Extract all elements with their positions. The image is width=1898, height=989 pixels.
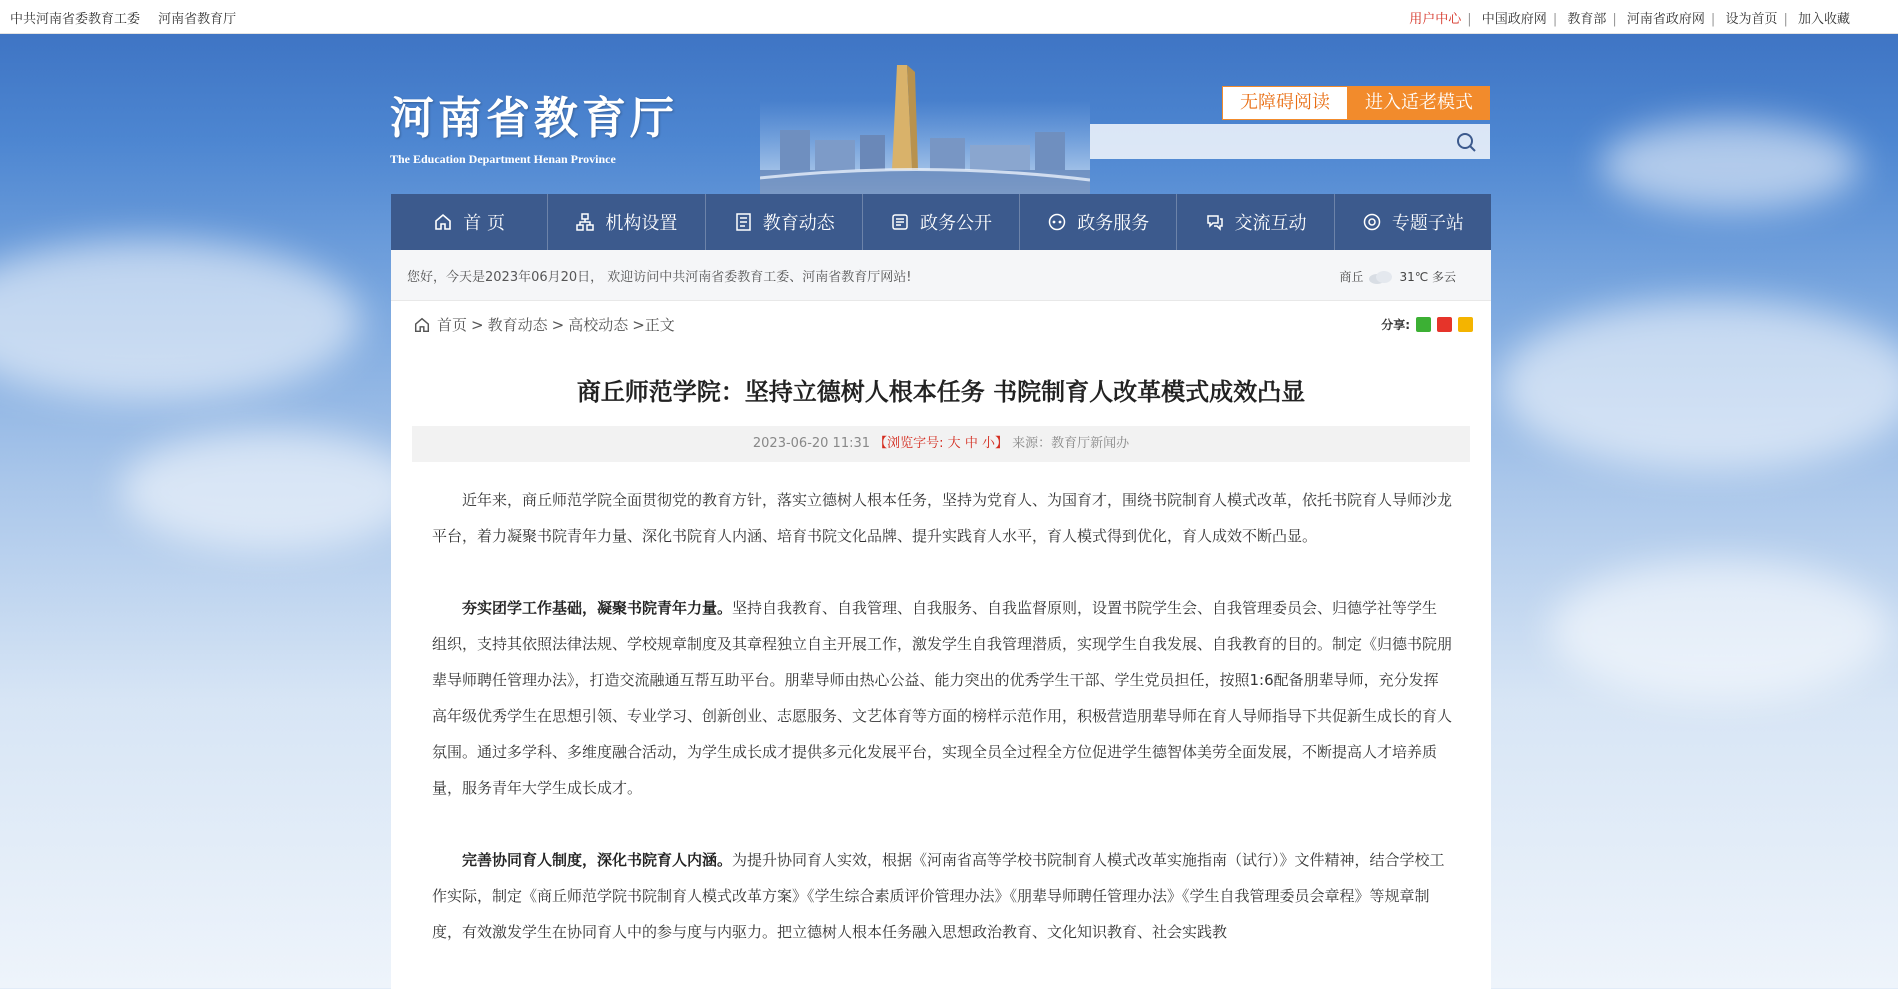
article-meta xyxy=(412,426,1470,462)
moe-link[interactable]: 教育部 xyxy=(1567,12,1607,27)
breadcrumb-news[interactable]: 教育动态 xyxy=(487,316,548,334)
nav-item-home[interactable] xyxy=(391,194,548,250)
paragraph-lead: 完善协同育人制度，深化书院育人内涵。 xyxy=(462,851,733,869)
accessibility-reading-button[interactable]: 无障碍阅读 xyxy=(1222,86,1348,120)
weather-city: 商丘 xyxy=(1339,270,1364,284)
weibo-icon[interactable] xyxy=(1437,317,1452,332)
background-cloud xyxy=(120,430,420,550)
article-paragraph xyxy=(432,590,1452,806)
search-box xyxy=(1090,124,1490,159)
top-bar-right: 用户中心 | 中国政府网 | 教育部 | 河南省政府网 | 设为首页 | 加入收藏 xyxy=(1409,12,1850,27)
breadcrumb-university[interactable]: 高校动态 xyxy=(568,316,629,334)
nav-item-label: 专题子站 xyxy=(1391,213,1464,234)
nav-item-interact[interactable] xyxy=(1177,194,1334,250)
paragraph-lead: 夯实团学工作基础，凝聚书院青年力量。 xyxy=(462,599,733,617)
background-cloud xyxy=(1550,560,1890,700)
article-date: 2023-06-20 11:31 xyxy=(752,436,871,451)
top-bar xyxy=(0,0,1898,34)
nav-item-label: 首 页 xyxy=(463,213,505,234)
nav-item-label: 机构设置 xyxy=(605,213,678,234)
top-link-work-committee[interactable]: 中共河南省委教育工委 xyxy=(10,12,141,27)
nav-item-label: 政务公开 xyxy=(919,213,992,234)
article-title: 商丘师范学院：坚持立德树人根本任务 书院制育人改革模式成效凸显 xyxy=(576,378,1306,406)
org-icon xyxy=(575,212,595,232)
top-link-edu-dept[interactable]: 河南省教育厅 xyxy=(158,12,237,27)
nav-item-label: 交流互动 xyxy=(1234,213,1307,234)
gov-cn-link[interactable]: 中国政府网 xyxy=(1481,12,1547,27)
article-body xyxy=(432,482,1452,986)
interact-icon xyxy=(1205,212,1225,232)
user-center-link[interactable]: 用户中心 xyxy=(1409,12,1462,27)
wechat-icon[interactable] xyxy=(1416,317,1431,332)
set-homepage-link[interactable]: 设为首页 xyxy=(1725,12,1778,27)
nav-item-label: 教育动态 xyxy=(762,213,835,234)
nav-item-topic[interactable] xyxy=(1335,194,1491,250)
weather-desc: 31℃ 多云 xyxy=(1399,270,1456,284)
site-logo[interactable] xyxy=(390,82,678,167)
nav-item-service[interactable] xyxy=(1020,194,1177,250)
article-paragraph xyxy=(432,842,1452,950)
share-label: 分享: xyxy=(1381,318,1410,332)
breadcrumb-home[interactable]: 首页 xyxy=(437,316,468,334)
home-icon xyxy=(433,212,453,232)
share-bar xyxy=(1381,316,1473,333)
service-icon xyxy=(1047,212,1067,232)
nav-item-org[interactable] xyxy=(548,194,705,250)
background-cloud xyxy=(1600,120,1860,210)
content-panel xyxy=(391,250,1491,989)
font-size-switcher[interactable]: 【浏览字号: 大 中 小】 xyxy=(874,436,1008,451)
nav-item-news[interactable] xyxy=(706,194,863,250)
logo-chinese: 河南省教育厅 xyxy=(390,93,678,144)
qq-icon[interactable] xyxy=(1458,317,1473,332)
welcome-text: 您好，今天是2023年06月20日， 欢迎访问中共河南省委教育工委、河南省教育厅网站! xyxy=(407,270,912,285)
weather-widget xyxy=(1339,268,1456,285)
henan-gov-link[interactable]: 河南省政府网 xyxy=(1626,12,1705,27)
breadcrumb-separator: > xyxy=(471,315,484,334)
main-nav xyxy=(391,194,1491,250)
paragraph-text: 为提升协同育人实效，根据《河南省高等学校书院制育人模式改革实施指南（试行）》文件精神，结合学校工作实际，制定《商丘师范学院书院制育人模式改革方案》《学生综合素质评价管理办法》《朋辈导师聘任管理办法》《学生自我管理委员会章程》等规章制度，有效激发学生在协同育人中的参与度与内驱力。把立德树人根本任务融入思想政治教育、文化知识教育、社会实践教 xyxy=(432,851,1445,941)
cloudy-weather-icon xyxy=(1367,270,1395,284)
breadcrumb xyxy=(413,314,679,335)
paragraph-text: 坚持自我教育、自我管理、自我服务、自我监督原则，设置书院学生会、自我管理委员会、归德学社等学生组织，支持其依照法律法规、学校规章制度及其章程独立自主开展工作，激发学生自我管理潜质，实现学生自我发展、自我教育的目的。制定《归德书院朋辈导师聘任管理办法》，打造交流融通互帮互助平台。朋辈导师由热心公益、能力突出的优秀学生干部、学生党员担任，按照1:6配备朋辈导师，充分发挥高年级优秀学生在思想引领、专业学习、创新创业、志愿服务、文艺体育等方面的榜样示范作用，积极营造朋辈导师在育人导师指导下共促新生成长的育人氛围。通过多学科、多维度融合活动，为学生成长成才提供多元化发展平台，实现全员全过程全方位促进学生德智体美劳全面发展，不断提高人才培养质量，服务青年大学生成长成才。 xyxy=(432,599,1453,797)
nav-item-open[interactable] xyxy=(863,194,1020,250)
article-paragraph: 近年来，商丘师范学院全面贯彻党的教育方针，落实立德树人根本任务，坚持为党育人、为国育才，围绕书院制育人模式改革，依托书院育人导师沙龙平台，着力凝聚书院青年力量、深化书院育人内涵、培育书院文化品牌、提升实践育人水平，育人模式得到优化，育人成效不断凸显。 xyxy=(432,491,1453,545)
topic-icon xyxy=(1362,212,1382,232)
top-bar-left xyxy=(10,8,250,27)
article-source: 来源：教育厅新闻办 xyxy=(1012,436,1130,451)
background-cloud xyxy=(0,240,360,400)
logo-english: The Education Department Henan Province xyxy=(390,152,616,166)
search-icon[interactable] xyxy=(1456,132,1476,152)
welcome-bar xyxy=(391,250,1491,301)
open-icon xyxy=(890,212,910,232)
home-icon xyxy=(413,316,431,334)
news-icon xyxy=(733,212,753,232)
elder-mode-button[interactable]: 进入适老模式 xyxy=(1348,86,1490,120)
background-cloud xyxy=(1500,300,1898,470)
city-skyline-illustration xyxy=(760,60,1090,195)
breadcrumb-current: >正文 xyxy=(632,316,675,334)
search-input[interactable] xyxy=(1090,124,1450,159)
breadcrumb-separator: > xyxy=(551,315,565,334)
nav-item-label: 政务服务 xyxy=(1077,213,1150,234)
add-favorite-link[interactable]: 加入收藏 xyxy=(1797,12,1850,27)
